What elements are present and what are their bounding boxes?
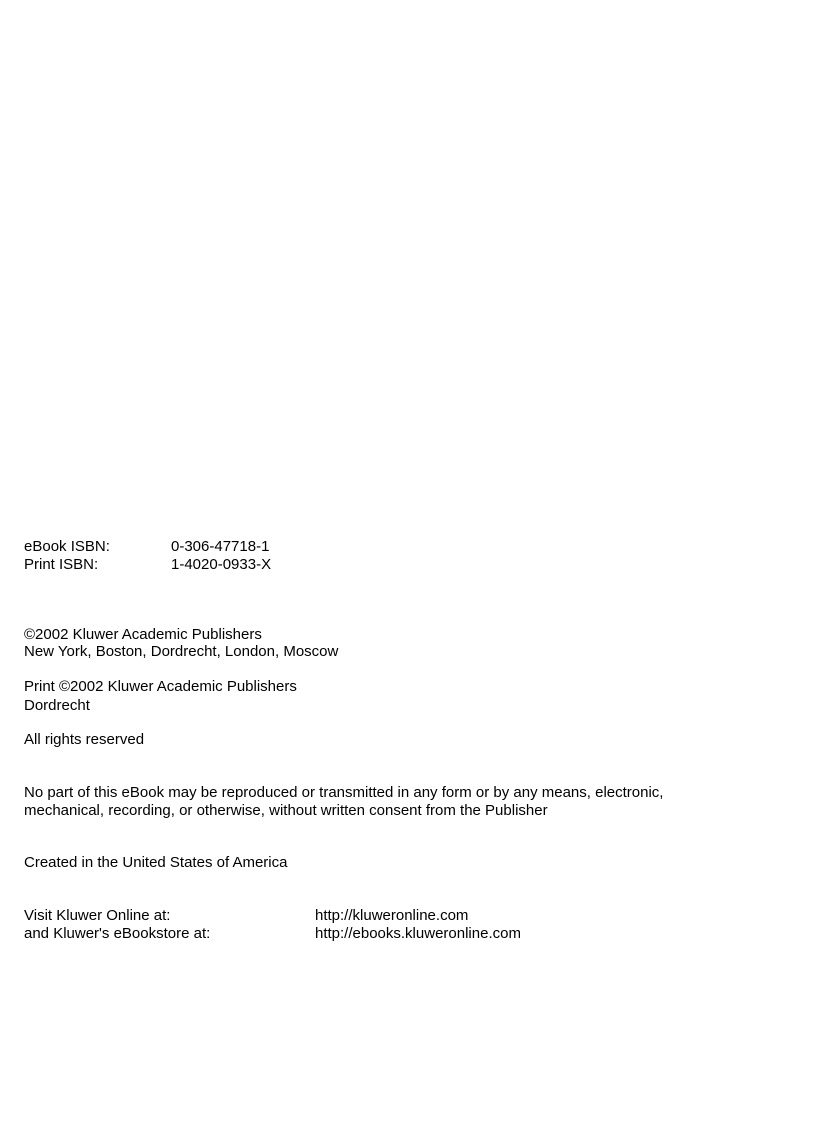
print-location: Dordrecht [24,697,90,714]
print-isbn-label: Print ISBN: [24,556,99,573]
online-url[interactable]: http://kluweronline.com [315,907,469,924]
ebook-isbn-label: eBook ISBN: [24,538,110,555]
online-label: Visit Kluwer Online at: [24,907,171,924]
country-of-creation: Created in the United States of America [24,854,288,871]
notice-line-1: No part of this eBook may be reproduced or transmitted in any form or by any means, electronic, [24,784,664,801]
ebook-isbn-value: 0-306-47718-1 [171,538,270,555]
rights-statement: All rights reserved [24,731,145,748]
copyright-line: ©2002 Kluwer Academic Publishers [24,626,262,643]
print-isbn-value: 1-4020-0933-X [171,556,272,573]
publisher-locations: New York, Boston, Dordrecht, London, Moscow [24,643,339,660]
notice-line-2: mechanical, recording, or otherwise, without written consent from the Publisher [24,802,548,819]
store-label: and Kluwer's eBookstore at: [24,925,211,942]
print-copyright-line: Print ©2002 Kluwer Academic Publishers [24,678,297,695]
store-url[interactable]: http://ebooks.kluweronline.com [315,925,521,942]
